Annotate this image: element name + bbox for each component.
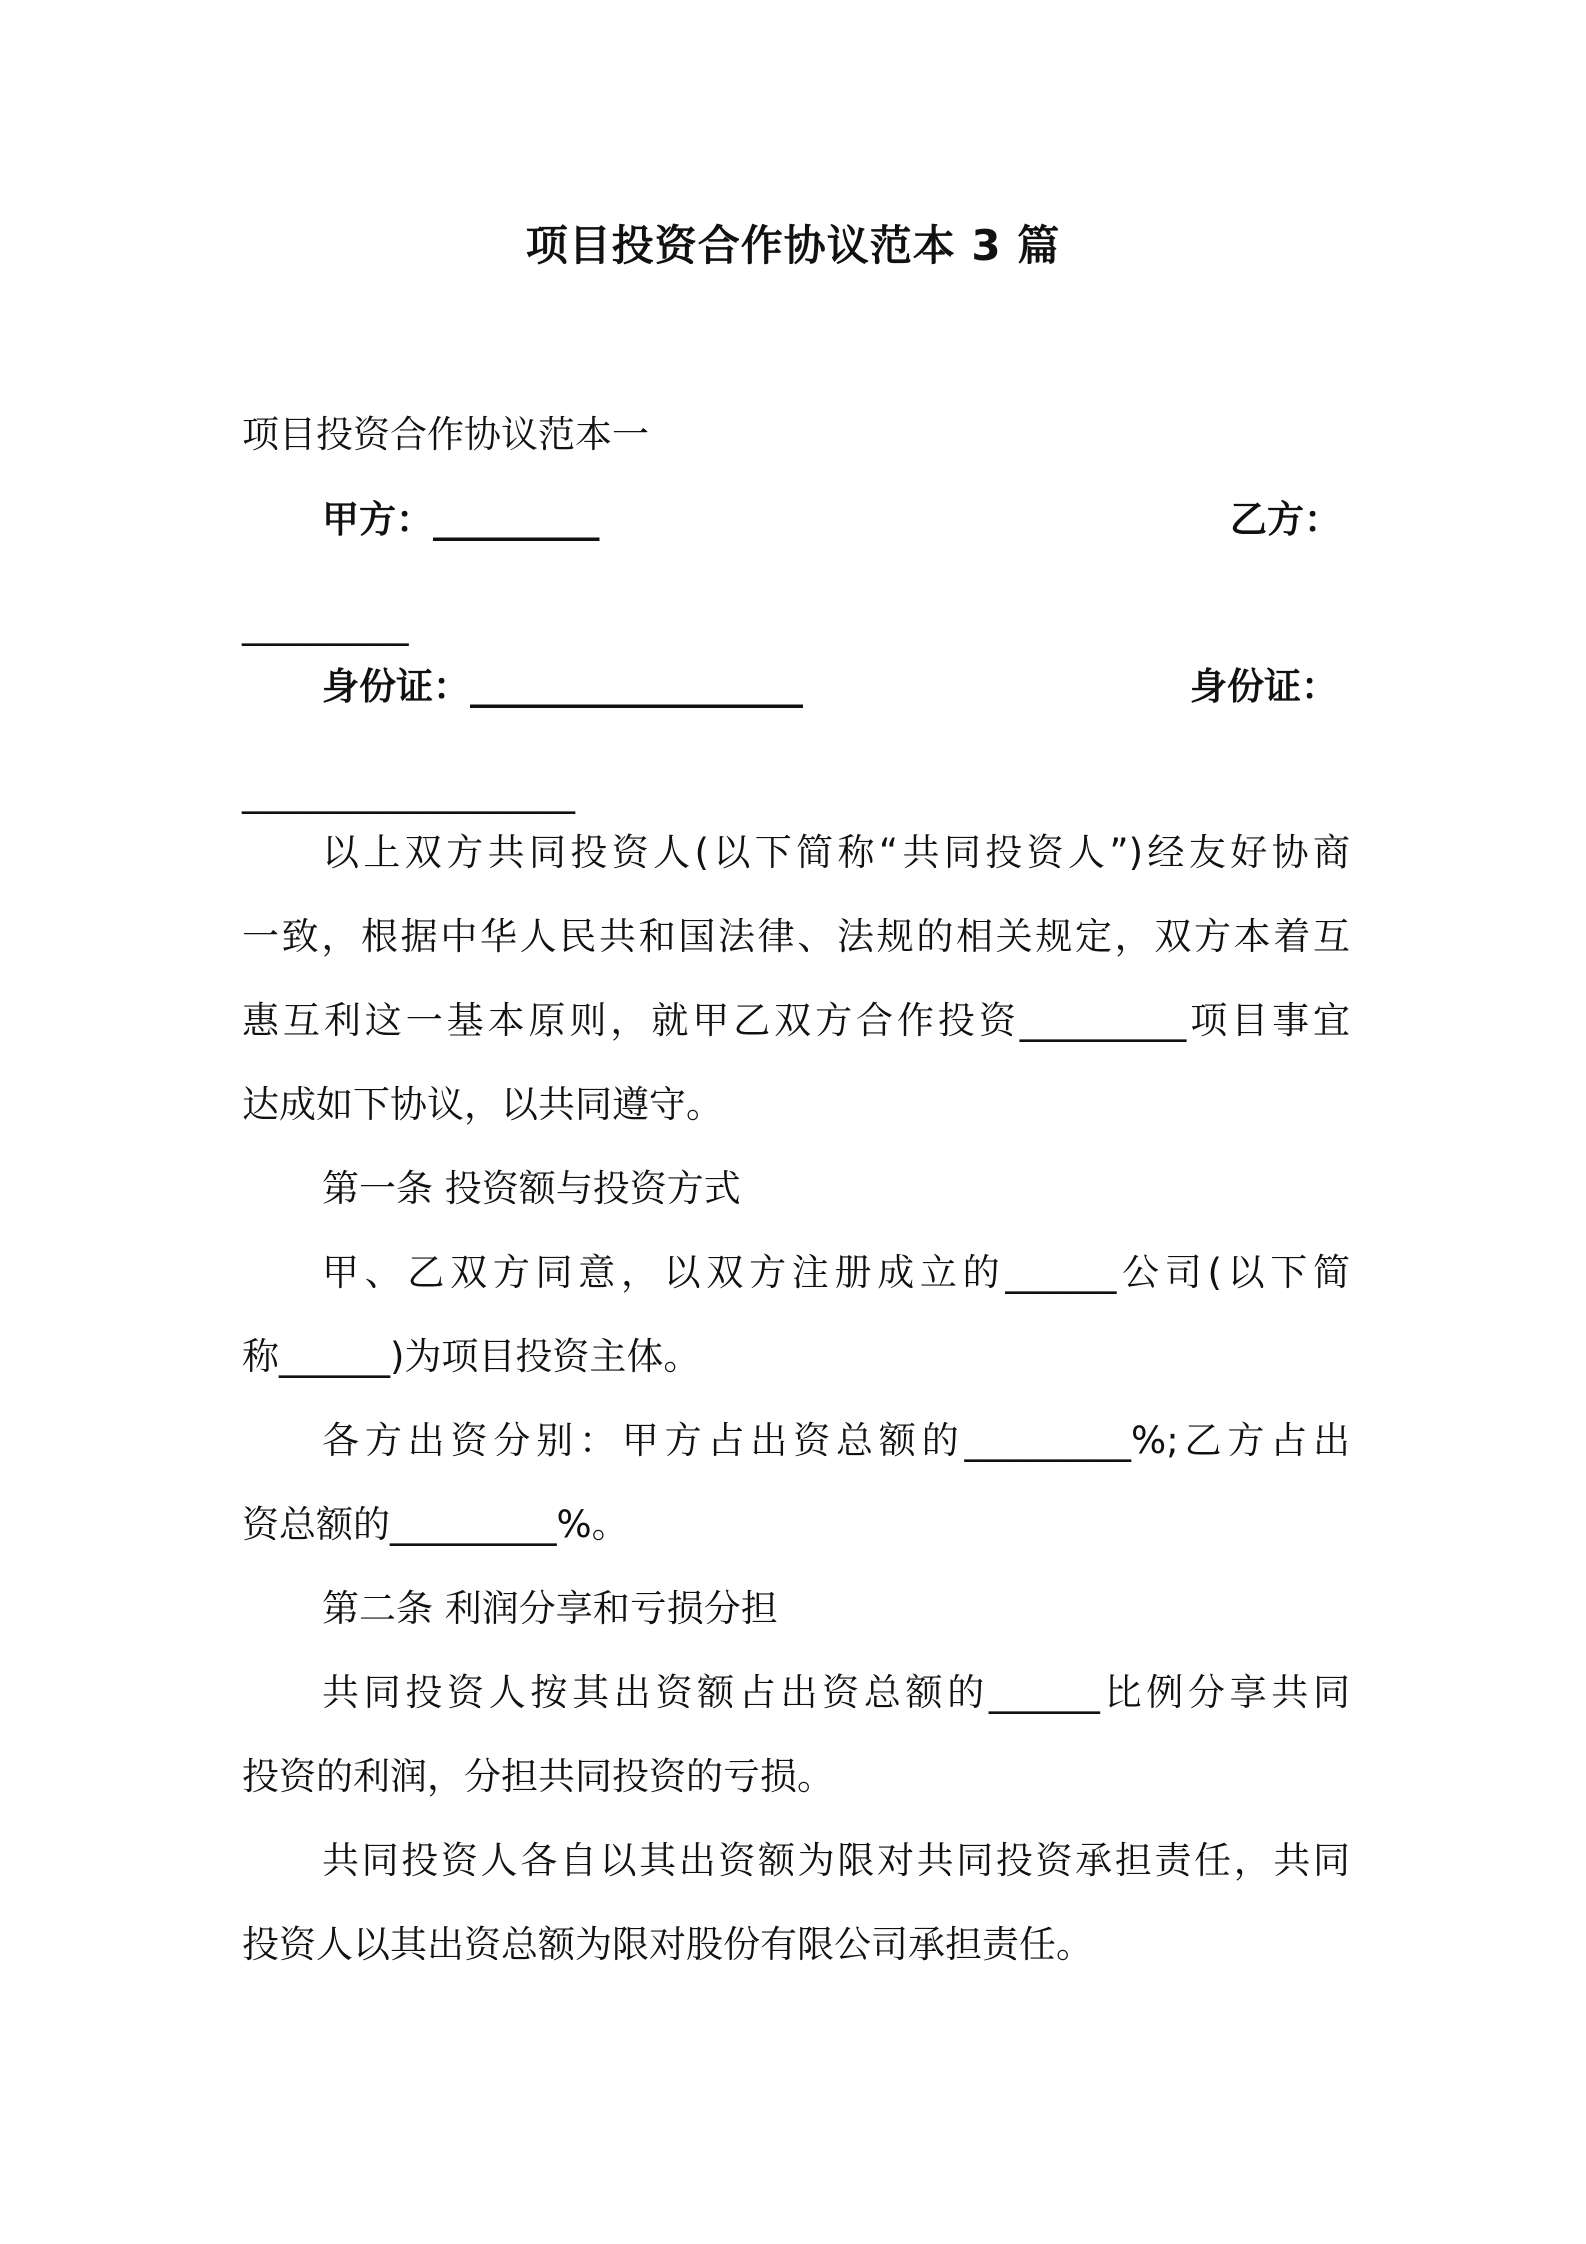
- para1-line3: 惠互利这一基本原则，就甲乙双方合作投资_________项目事宜: [242, 999, 1350, 1042]
- id-b-label: 身份证：: [1190, 665, 1338, 708]
- article2-title: 第二条 利润分享和亏损分担: [322, 1587, 778, 1630]
- article2-p1-line1: 共同投资人按其出资额占出资总额的______比例分享共同: [322, 1671, 1350, 1714]
- article1-title: 第一条 投资额与投资方式: [322, 1167, 741, 1210]
- article2-p1-line2: 投资的利润，分担共同投资的亏损。: [242, 1755, 834, 1798]
- id-b-blank: __________________: [242, 771, 575, 814]
- article1-p2-line2: 资总额的_________%。: [242, 1503, 629, 1546]
- subtitle: 项目投资合作协议范本一: [242, 413, 649, 456]
- id-a-label: 身份证：__________________: [322, 665, 803, 708]
- article2-p2-line1: 共同投资人各自以其出资额为限对共同投资承担责任，共同: [322, 1839, 1350, 1882]
- document-title: 项目投资合作协议范本 3 篇: [525, 221, 1061, 270]
- para1-line1: 以上双方共同投资人(以下简称“共同投资人”)经友好协商: [322, 831, 1350, 874]
- party-b-blank: _________: [242, 603, 409, 646]
- para1-line2: 一致，根据中华人民共和国法律、法规的相关规定，双方本着互: [242, 915, 1350, 958]
- article1-p1-line2: 称______)为项目投资主体。: [242, 1335, 701, 1378]
- party-b-label: 乙方：: [1230, 498, 1341, 541]
- party-a-label: 甲方：_________: [322, 498, 600, 541]
- article2-p2-line2: 投资人以其出资总额为限对股份有限公司承担责任。: [242, 1923, 1093, 1966]
- para1-line4: 达成如下协议，以共同遵守。: [242, 1083, 723, 1126]
- article1-p1-line1: 甲、乙双方同意，以双方注册成立的______公司(以下简: [322, 1251, 1350, 1294]
- article1-p2-line1: 各方出资分别：甲方占出资总额的_________%;乙方占出: [322, 1419, 1350, 1462]
